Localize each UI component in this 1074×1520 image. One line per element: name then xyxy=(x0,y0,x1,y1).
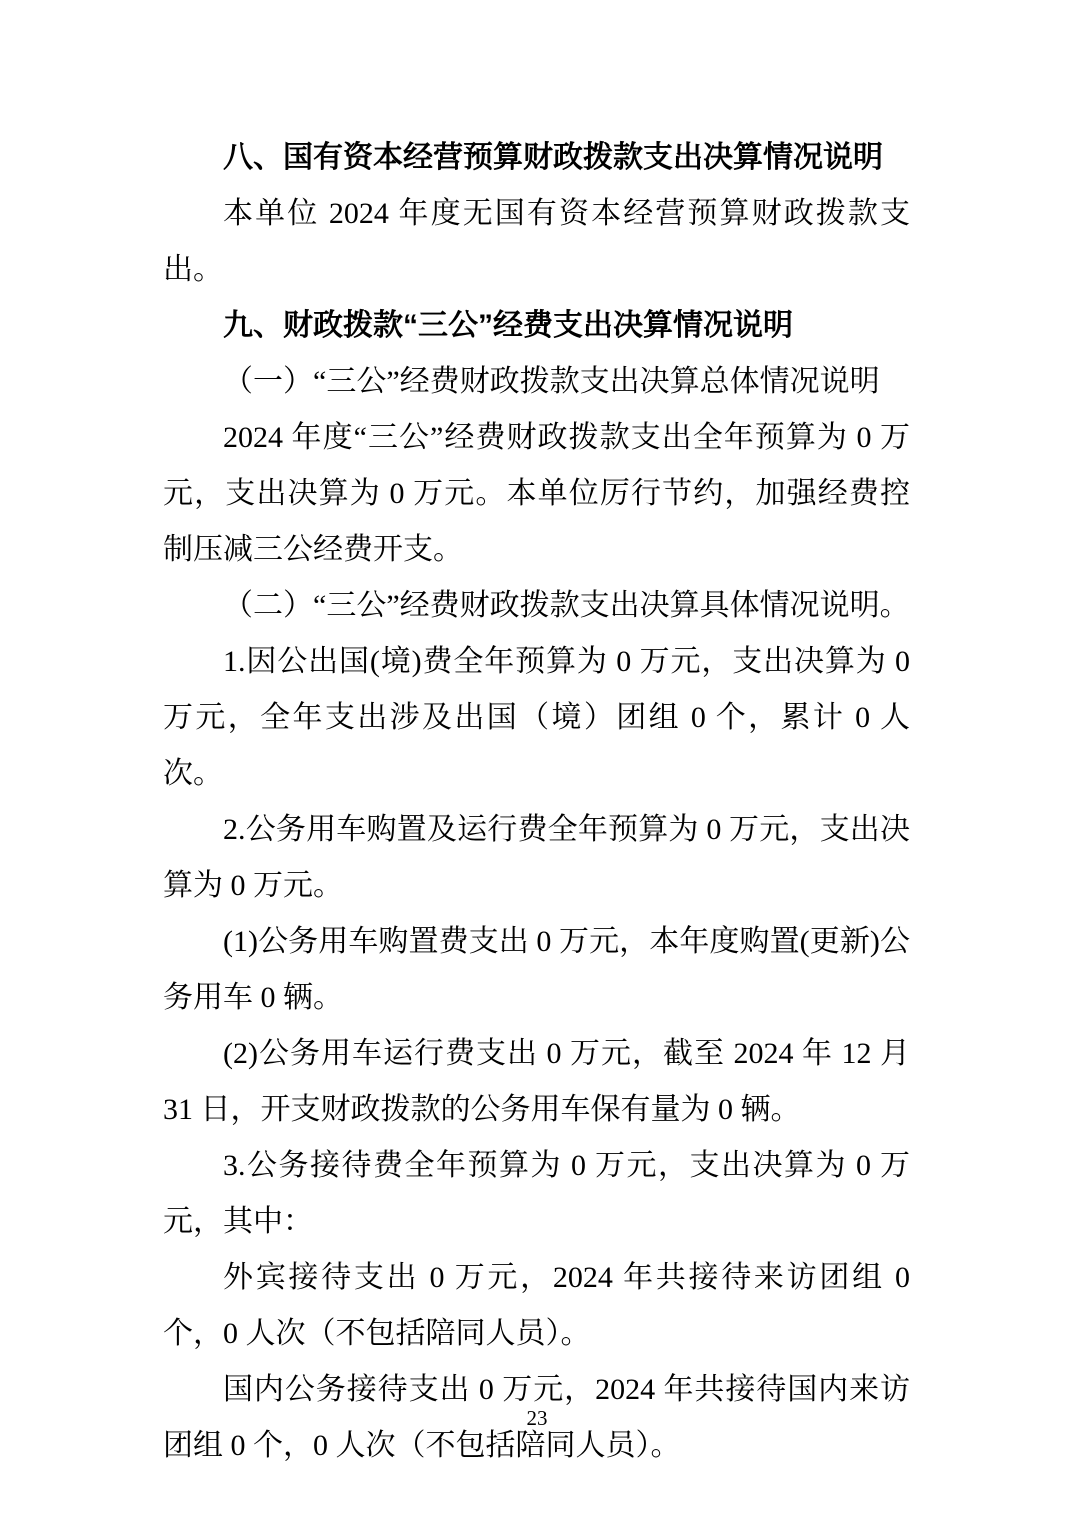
para-overall-three-public-expenses: 2024 年度“三公”经费财政拨款支出全年预算为 0 万元，支出决算为 0 万元。本单位厉行节约，加强经费控制压减三公经费开支。 xyxy=(163,421,910,566)
para-overseas-travel-expense: 1.因公出国(境)费全年预算为 0 万元，支出决算为 0 万元，全年支出涉及出国（境）团组 0 个，累计 0 人次。 xyxy=(163,645,910,790)
page-number: 23 xyxy=(526,1406,548,1430)
para-vehicle-operation-expense: (2)公务用车运行费支出 0 万元，截至 2024 年 12 月 31 日，开支财政拨款的公务用车保有量为 0 辆。 xyxy=(163,1037,910,1126)
para-vehicle-purchase-expense: (1)公务用车购置费支出 0 万元，本年度购置(更新)公务用车 0 辆。 xyxy=(163,925,910,1014)
para-official-vehicle-expense: 2.公务用车购置及运行费全年预算为 0 万元，支出决算为 0 万元。 xyxy=(163,813,910,902)
subheading-specific-situation: （二）“三公”经费财政拨款支出决算具体情况说明。 xyxy=(223,589,910,622)
para-foreign-guest-reception: 外宾接待支出 0 万元，2024 年共接待来访团组 0 个，0 人次（不包括陪同人员）。 xyxy=(163,1261,910,1350)
section-heading-9: 九、财政拨款“三公”经费支出决算情况说明 xyxy=(223,309,793,342)
subheading-overall-situation: （一）“三公”经费财政拨款支出决算总体情况说明 xyxy=(223,365,880,398)
section-heading-8: 八、国有资本经营预算财政拨款支出决算情况说明 xyxy=(223,141,883,174)
document-body xyxy=(163,130,910,1474)
para-official-reception-expense: 3.公务接待费全年预算为 0 万元，支出决算为 0 万元，其中： xyxy=(163,1149,910,1238)
para-no-soe-capital-expenditure: 本单位 2024 年度无国有资本经营预算财政拨款支出。 xyxy=(163,197,910,286)
para-domestic-reception: 国内公务接待支出 0 万元，2024 年共接待国内来访团组 0 个，0 人次（不包括陪同人员）。 xyxy=(163,1373,910,1462)
